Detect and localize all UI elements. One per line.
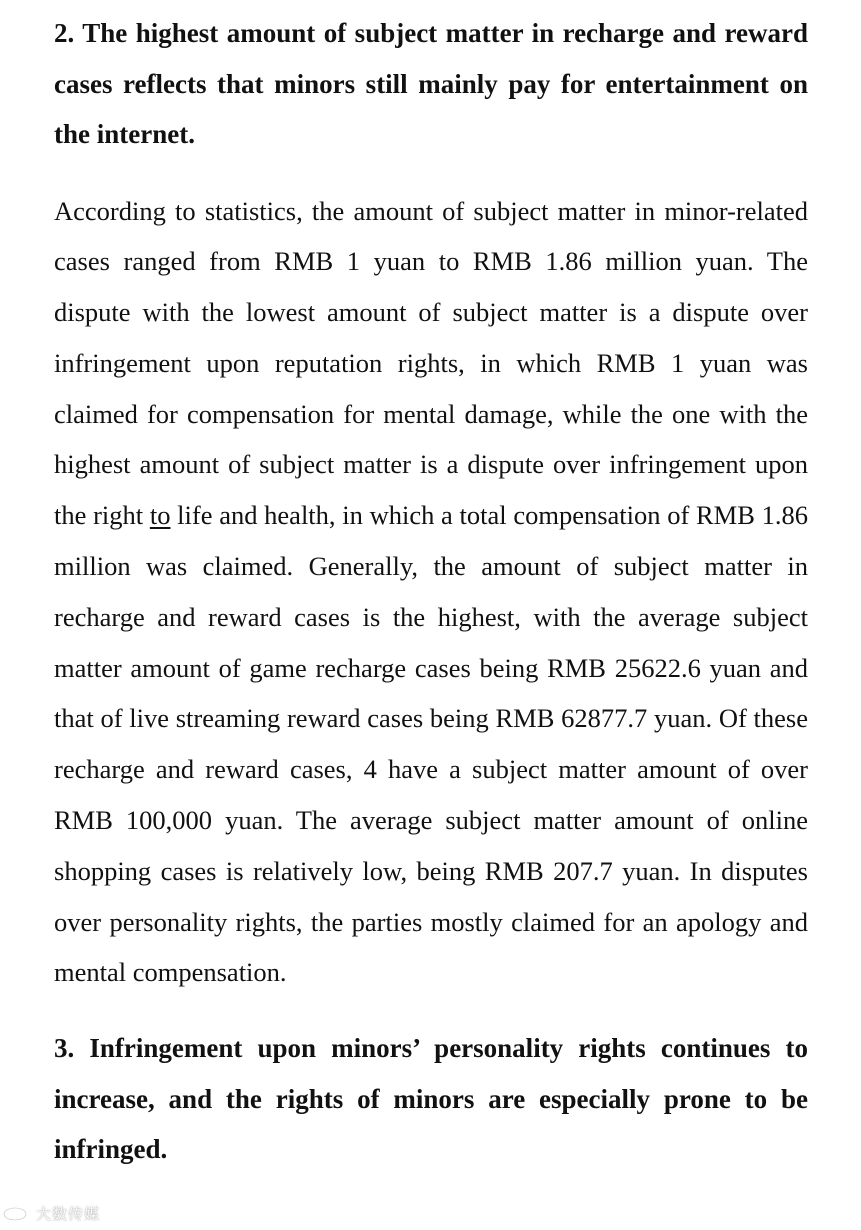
watermark-text: 大数传媒 bbox=[36, 1205, 101, 1223]
section-3-heading: 3. Infringement upon minors’ personality rights continues to increase, and the rights of minors are especially prone to be infringed. bbox=[54, 1033, 808, 1165]
section-2-body-part-1: According to statistics, the amount of subject matter in minor-related cases ranged from RMB 1 yuan to RMB 1.86 million yuan. The dispute with the lowest amount of subject matter is a dispute over infringement upon reputation rights, in which RMB 1 yuan was claimed for compensation for mental damage, while the one with the highest amount of subject matter is a dispute over infringement upon the right bbox=[54, 195, 808, 531]
section-2-body-part-2: life and health, in which a total compensation of RMB 1.86 million was claimed. Generally, the amount of subject matter in recharge and reward cases is the highest, with the average subject matter amount of game recharge cases being RMB 25622.6 yuan and that of live streaming reward cases being RMB 62877.7 yuan. Of these recharge and reward cases, 4 have a subject matter amount of over RMB 100,000 yuan. The average subject matter amount of online shopping cases is relatively low, being RMB 207.7 yuan. In disputes over personality rights, the parties mostly claimed for an apology and mental compensation. bbox=[54, 500, 808, 988]
section-2-heading: 2. The highest amount of subject matter in recharge and reward cases reflects that minors still mainly pay for entertainment on the internet. bbox=[54, 18, 808, 149]
watermark bbox=[2, 1203, 100, 1224]
underlined-word: to bbox=[149, 500, 171, 531]
section-2-body bbox=[54, 186, 808, 999]
eye-logo-icon bbox=[2, 1205, 32, 1223]
document-page bbox=[54, 8, 808, 1175]
